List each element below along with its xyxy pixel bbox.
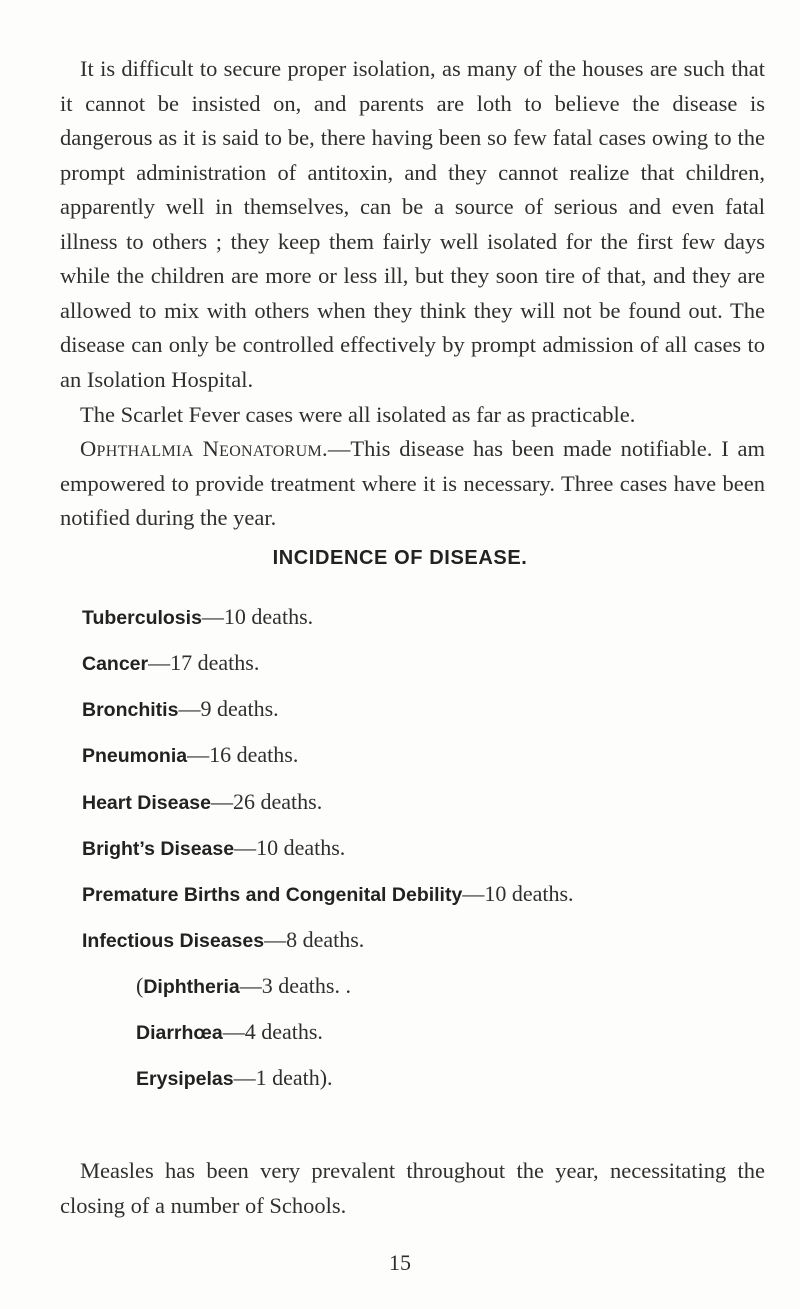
incidence-entry <box>82 694 279 725</box>
entry-term: Erysipelas <box>136 1068 234 1090</box>
entry-value: —10 deaths. <box>462 881 574 906</box>
measles-paragraph: Measles has been very prevalent throughout the year, necessitating the closing of a number of Schools. <box>60 1158 765 1218</box>
entry-term: Diphtheria <box>143 976 240 998</box>
ophthalmia-paragraph <box>60 432 765 536</box>
entry-value: —8 deaths. <box>264 927 365 952</box>
entry-term: Heart Disease <box>82 792 211 814</box>
entry-value: —17 deaths. <box>148 650 260 675</box>
entry-value: —10 deaths. <box>234 835 346 860</box>
incidence-entry <box>82 925 364 956</box>
entry-term: Diarrhœa <box>136 1022 223 1044</box>
entry-term: Bronchitis <box>82 699 179 721</box>
entry-value: —3 deaths. . <box>239 973 351 998</box>
incidence-sub-entry <box>136 1017 323 1048</box>
incidence-entry <box>82 787 322 818</box>
incidence-entry <box>82 879 574 910</box>
ophthalmia-title: Ophthalmia Neonatorum. <box>80 436 328 461</box>
entry-term: Cancer <box>82 653 149 675</box>
entry-term: Pneumonia <box>82 745 188 767</box>
ophthalmia-text: —This disease has been made notifiable. I am empowered to provide treatment where it is necessary. Three cases have been notified during the year. <box>60 436 765 530</box>
incidence-entry <box>82 648 259 679</box>
incidence-sub-entry <box>136 971 351 1002</box>
incidence-sub-entry <box>136 1063 333 1094</box>
entry-term: Premature Births and Congenital Debility <box>82 884 463 906</box>
entry-value: —1 death). <box>233 1065 333 1090</box>
entry-term: Tuberculosis <box>82 607 202 629</box>
entry-value: —4 deaths. <box>222 1019 323 1044</box>
entry-value: —10 deaths. <box>201 604 314 629</box>
isolation-paragraph: It is difficult to secure proper isolation, as many of the houses are such that it cannot be insisted on, and parents are loth to believe the disease is dangerous as it is said to be, there having been so few fatal cases owing to the prompt administration of antitoxin, and they cannot realize that children, apparently well in themselves, can be a source of serious and even fatal illness to others ; they keep them fairly well isolated for the first few days while the children are more or less ill, but they soon tire of that, and they are allowed to mix with others when they think they will not be found out. The disease can only be controlled effectively by prompt admission of all cases to an Isolation Hospital. <box>60 56 765 392</box>
entry-term: Bright’s Disease <box>82 838 235 860</box>
entry-prefix: ( <box>136 973 144 998</box>
entry-term: Infectious Diseases <box>82 930 265 952</box>
entry-value: —9 deaths. <box>178 696 279 721</box>
incidence-entry <box>82 602 313 633</box>
incidence-heading: INCIDENCE OF DISEASE. <box>272 547 528 569</box>
incidence-entry <box>82 740 298 771</box>
page-number: 15 <box>389 1250 411 1275</box>
entry-value: —26 deaths. <box>211 789 323 814</box>
incidence-entry <box>82 833 345 864</box>
scarlet-fever-paragraph: The Scarlet Fever cases were all isolated as far as practicable. <box>80 402 636 427</box>
entry-value: —16 deaths. <box>187 742 299 767</box>
